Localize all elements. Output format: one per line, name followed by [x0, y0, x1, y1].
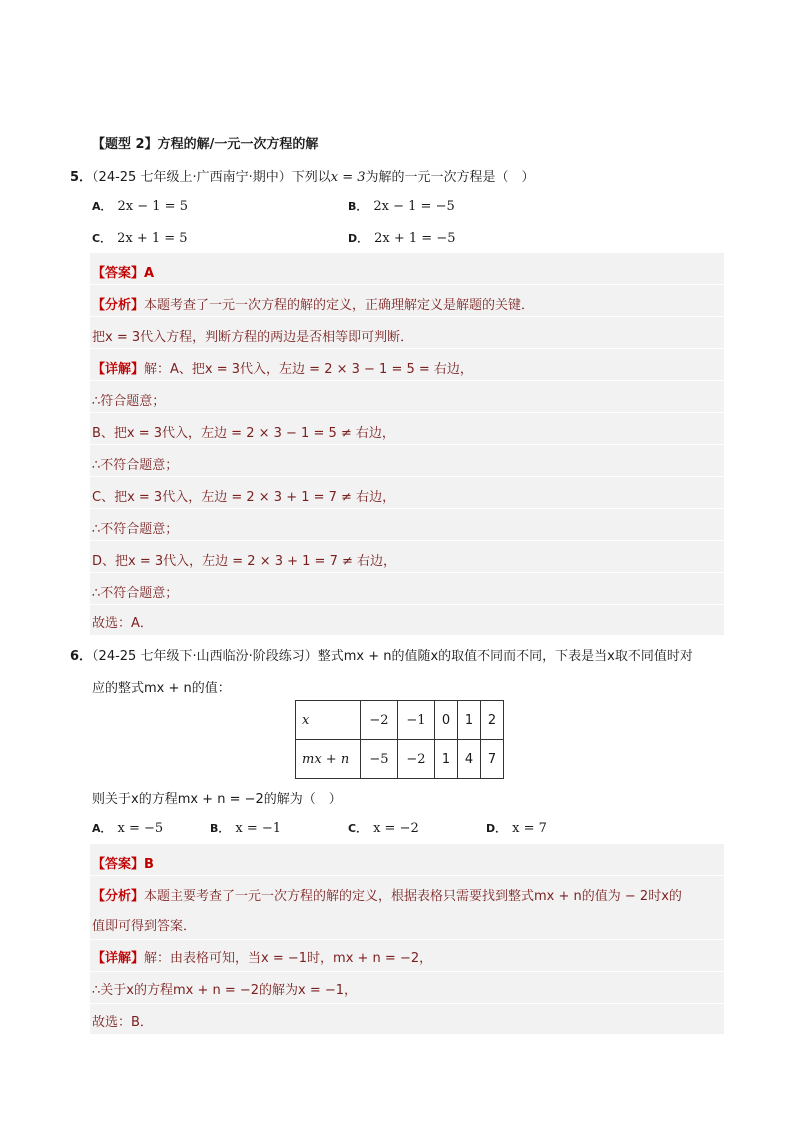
q5-detail-1: 【详解】解：A、把x = 3代入，左边 = 2 × 3 − 1 = 5 = 右边，	[92, 362, 473, 377]
q6-detail-3: 故选：B．	[92, 1015, 153, 1030]
q6-option-b: B． x = −1	[210, 821, 282, 836]
q6-source: （24-25 七年级下·山西临汾·阶段练习）	[92, 649, 318, 664]
table-cell: −1	[398, 701, 435, 740]
table-cell: x	[296, 701, 361, 740]
divider	[90, 572, 724, 573]
divider	[90, 412, 724, 413]
divider	[90, 348, 724, 349]
section-title: 【题型 2】方程的解/一元一次方程的解	[92, 137, 319, 152]
q5-source: （24-25 七年级上·广西南宁·期中）	[92, 170, 292, 185]
table-cell: −2	[361, 701, 398, 740]
divider	[90, 971, 724, 972]
q6-question: 则关于x的方程mx + n = −2的解为（ ）	[92, 792, 342, 807]
table-row	[296, 701, 504, 740]
divider	[90, 380, 724, 381]
q5-stem-post: 为解的一元一次方程是（ ）	[365, 170, 535, 185]
divider	[90, 284, 724, 285]
q6-answer: 【答案】B	[92, 857, 154, 872]
divider	[90, 939, 724, 940]
table-row	[296, 740, 504, 779]
divider	[90, 875, 724, 876]
q5-detail-2: ∴符合题意；	[92, 394, 166, 409]
q6-analysis: 【分析】本题主要考查了一元一次方程的解的定义，根据表格只需要找到整式mx + n的值为 − 2时x的	[92, 889, 682, 904]
q6-analysis-2: 值即可得到答案．	[92, 919, 197, 934]
q6-stem-line2: 应的整式mx + n的值：	[92, 681, 231, 696]
q5-detail-6: ∴不符合题意；	[92, 522, 179, 537]
q5-stem	[70, 166, 535, 185]
q6-number: 6．	[70, 649, 93, 664]
divider	[90, 1003, 724, 1004]
divider	[90, 540, 724, 541]
q5-detail-8: ∴不符合题意；	[92, 586, 179, 601]
q5-detail-7: D、把x = 3代入，左边 = 2 × 3 + 1 = 7 ≠ 右边，	[92, 554, 397, 569]
table-cell: 2	[481, 701, 504, 740]
q6-detail-2: ∴关于x的方程mx + n = −2的解为x = −1，	[92, 983, 358, 998]
q6-option-c: C． x = −2	[348, 821, 419, 836]
q6-stem	[70, 645, 693, 664]
table-cell: 4	[458, 740, 481, 779]
table-cell: 1	[458, 701, 481, 740]
divider	[90, 508, 724, 509]
divider	[90, 604, 724, 605]
table-cell: 1	[435, 740, 458, 779]
table-cell: 0	[435, 701, 458, 740]
q5-detail-9: 故选：A．	[92, 616, 153, 631]
q5-number: 5．	[70, 170, 93, 185]
q5-stem-math: x = 3	[330, 170, 366, 185]
divider	[90, 316, 724, 317]
q5-analysis-2: 把x = 3代入方程，判断方程的两边是否相等即可判断．	[92, 330, 414, 345]
q6-detail-1: 【详解】解：由表格可知，当x = −1时，mx + n = −2，	[92, 951, 433, 966]
q5-detail-5: C、把x = 3代入，左边 = 2 × 3 + 1 = 7 ≠ 右边，	[92, 490, 396, 505]
q5-stem-pre: 下列以	[291, 170, 331, 185]
q6-option-d: D． x = 7	[486, 821, 547, 836]
q5-answer: 【答案】A	[92, 266, 155, 281]
q6-stem-line1: 整式mx + n的值随x的取值不同而不同，下表是当x取不同值时对	[317, 649, 693, 664]
table-cell: −5	[361, 740, 398, 779]
divider	[90, 444, 724, 445]
table-cell: −2	[398, 740, 435, 779]
table-cell: 7	[481, 740, 504, 779]
q5-option-d: D． 2x + 1 = −5	[348, 231, 456, 246]
q5-detail-3: B、把x = 3代入，左边 = 2 × 3 − 1 = 5 ≠ 右边，	[92, 426, 395, 441]
table-cell: mx + n	[296, 740, 361, 779]
q5-option-a: A． 2x − 1 = 5	[92, 199, 188, 214]
q5-detail-4: ∴不符合题意；	[92, 458, 179, 473]
q6-option-a: A． x = −5	[92, 821, 164, 836]
q6-value-table	[295, 700, 504, 779]
divider	[90, 476, 724, 477]
q5-option-b: B． 2x − 1 = −5	[348, 199, 455, 214]
q5-analysis: 【分析】本题考查了一元一次方程的解的定义，正确理解定义是解题的关键．	[92, 298, 535, 313]
q5-option-c: C． 2x + 1 = 5	[92, 231, 188, 246]
